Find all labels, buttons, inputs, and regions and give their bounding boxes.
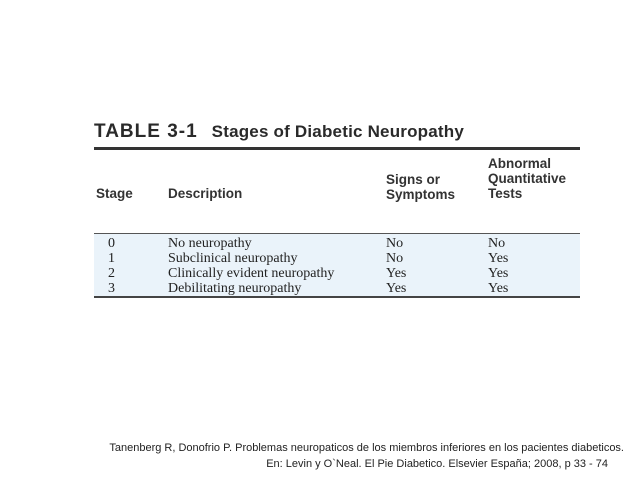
header-signs-symptoms: [386, 172, 455, 202]
cell-stage: 2: [108, 266, 115, 281]
cell-tests: Yes: [488, 266, 509, 281]
cell-signs: No: [386, 236, 404, 251]
cell-description: Clinically evident neuropathy: [168, 266, 335, 281]
cell-tests: Yes: [488, 281, 509, 296]
table-caption: Stages of Diabetic Neuropathy: [211, 122, 465, 141]
header-abnormal-line-1: Abnormal: [488, 156, 552, 171]
cell-stage: 3: [108, 281, 115, 296]
table-label: TABLE 3-1: [94, 121, 198, 142]
cell-stage: 1: [108, 251, 115, 266]
cell-signs: Yes: [386, 266, 407, 281]
table-bottom-rule: [94, 296, 580, 298]
header-stage: Stage: [96, 186, 133, 201]
table-row: [94, 266, 580, 281]
cell-description: Debilitating neuropathy: [168, 281, 302, 296]
header-abnormal-line-2: Quantitative: [488, 171, 567, 186]
table-title: [94, 120, 464, 144]
header-abnormal-tests: [488, 156, 566, 201]
cell-tests: Yes: [488, 251, 509, 266]
table-row: [94, 251, 580, 266]
cell-description: Subclinical neuropathy: [168, 251, 298, 266]
header-abnormal-line-3: Tests: [488, 186, 523, 201]
table-row: [94, 236, 580, 251]
header-signs-line-1: Signs or: [386, 172, 441, 187]
header-description: Description: [168, 186, 243, 201]
citation-text-2: En: Levin y O`Neal. El Pie Diabetico. Elsevier España; 2008, p 33 - 74: [266, 458, 608, 470]
cell-signs: Yes: [386, 281, 407, 296]
citation-text-1: Tanenberg R, Donofrio P. Problemas neuropaticos de los miembros inferiores en los pacientes diabeticos.: [109, 442, 624, 454]
cell-signs: No: [386, 251, 404, 266]
cell-stage: 0: [108, 236, 115, 251]
table-row: [94, 281, 580, 296]
cell-tests: No: [488, 236, 506, 251]
header-signs-line-2: Symptoms: [386, 187, 456, 202]
cell-description: No neuropathy: [168, 236, 252, 251]
table-figure: [94, 120, 580, 300]
